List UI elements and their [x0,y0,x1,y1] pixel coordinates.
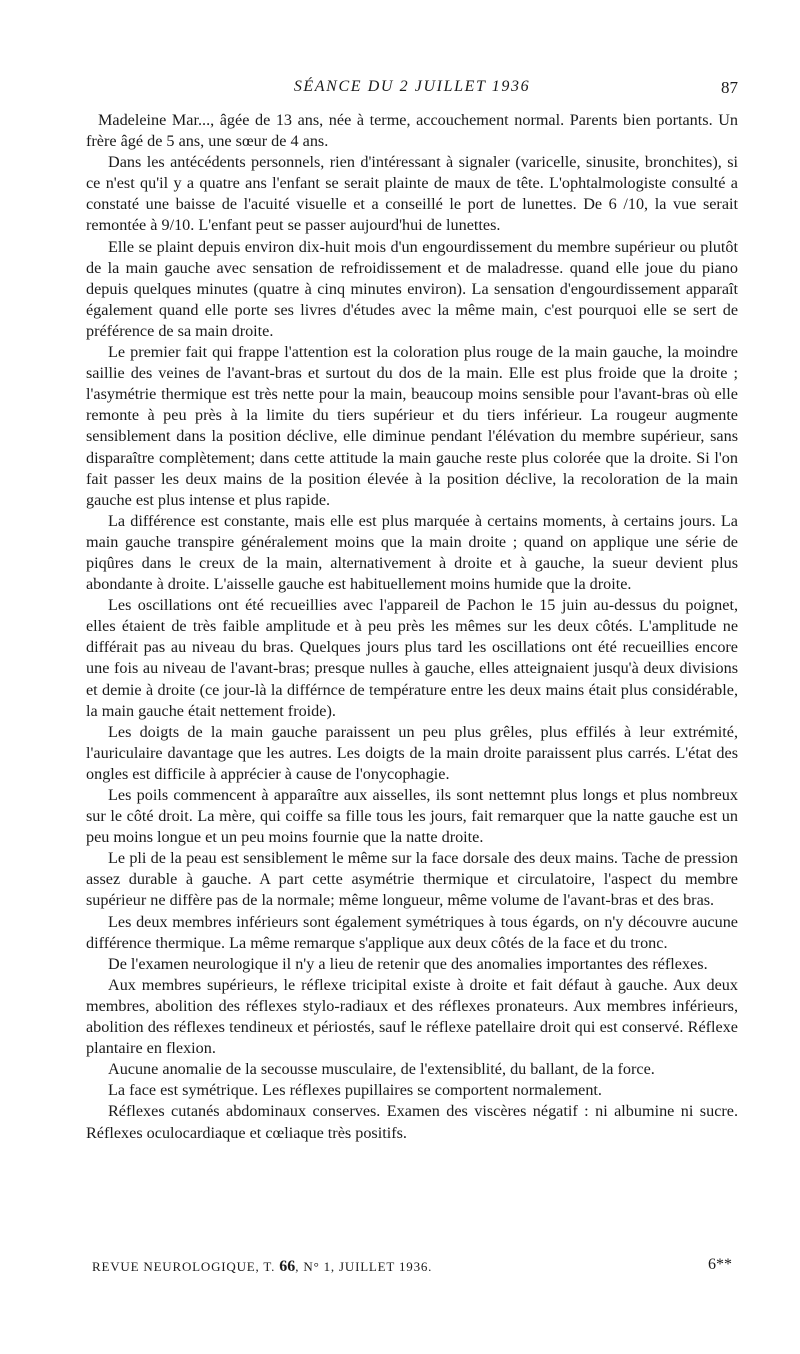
paragraph-personal-history: Dans les antécédents personnels, rien d'intéressant à signaler (varicelle, sinusite, bronchites), si ce n'est qu'il y a quatre ans l'enfant se serait plainte de maux de tête. L'ophtalmologiste consulté a constaté une baisse de l'acuité visuelle et a conseillé le port de lunettes. De 6 /10, la vue serait remontée à 9/10. L'enfant peut se passer aujourd'hui de lunettes. [86,153,738,235]
running-head [86,78,738,104]
page-number: 87 [721,78,738,97]
paragraph-coloration: Le premier fait qui frappe l'attention est la coloration plus rouge de la main gauche, la moindre saillie des veines de l'avant-bras et surtout du dos de la main. Elle est plus froide que la droite ; l'asymétrie thermique est très nette pour la main, beaucoup moins sensible pour l'avant-bras où elle remonte à peu près à la limite du tiers supérieur et du tiers inférieur. La rougeur augmente sensiblement dans la position déclive, elle diminue pendant l'élévation du membre supérieur, sans disparaître complètement; dans cette attitude la main gauche reste plus colorée que la droite. Si l'on fait passer les deux mains de la position élevée à la position déclive, la recoloration de la main gauche est plus intense et plus rapide. [86,343,738,509]
article-body [86,110,738,1144]
paragraph-complaint: Elle se plaint depuis environ dix-huit mois d'un engourdissement du membre supérieur ou plutôt de la main gauche avec sensation de refroidissement et de maladresse. quand elle joue du piano depuis quelques minutes (quatre à cinq minutes environ). La sensation d'engourdissement apparaît également quand elle porte ses livres d'études avec la même main, c'est pourquoi elle se sert de préférence de sa main droite. [86,237,738,340]
paragraph-sweating: La différence est constante, mais elle est plus marquée à certains moments, à certains jours. La main gauche transpire généralement moins que la main droite ; quand on applique une série de piqûres dans le creux de la main, alternativement à droite et à gauche, la sueur devient plus abondante à droite. L'aisselle gauche est habituellement moins humide que la droite. [86,511,738,594]
paragraph-muscle: Aucune anomalie de la secousse musculaire, de l'extensiblité, du ballant, de la force. [108,1060,655,1079]
paragraph-cutaneous: Réflexes cutanés abdominaux conserves. Examen des viscères négatif : ni albumine ni sucre. Réflexes oculocardiaque et cœliaque très positifs. [86,1102,738,1142]
paragraph-fingers: Les doigts de la main gauche paraissent un peu plus grêles, plus effilés à leur extrémité, l'auriculaire davantage que les autres. Les doigts de la main droite paraissent plus carrés. L'état des ongles est difficile à apprécier à cause de l'onycophagie. [86,722,738,783]
journal-name: REVUE NEUROLOGIQUE, T. [92,1259,276,1274]
paragraph-face: La face est symétrique. Les réflexes pupillaires se comportent normalement. [108,1081,602,1100]
page-footer [92,1258,732,1282]
paragraph-hair: Les poils commencent à apparaître aux aisselles, ils sont nettemnt plus longs et plus nombreux sur le côté droit. La mère, qui coiffe sa fille tous les jours, fait remarquer que la natte gauche est un peu moins longue et un peu moins fournie que la natte droite. [86,786,738,847]
journal-issue: , N° 1, JUILLET 1936. [295,1259,433,1274]
running-title: SÉANCE DU 2 JUILLET 1936 [293,78,531,95]
signature-mark: 6** [708,1256,732,1273]
paragraph-reflexes: Aux membres supérieurs, le réflexe tricipital existe à droite et fait défaut à gauche. Aux deux membres, abolition des réflexes stylo-radiaux et des réflexes pronateurs. Aux membres inférieurs, abolition des réflexes tendineux et périostés, sauf le réflexe patellaire droit qui est conservé. Réflexe plantaire en flexion. [86,975,738,1058]
paragraph-patient-intro: Madeleine Mar..., âgée de 13 ans, née à terme, accouchement normal. Parents bien portants. Un frère âgé de 5 ans, une sœur de 4 ans. [86,111,738,151]
paragraph-neuro-exam: De l'examen neurologique il n'y a lieu de retenir que des anomalies importantes des réflexes. [108,954,708,973]
paragraph-lower-limbs: Les deux membres inférieurs sont également symétriques à tous égards, on n'y découvre aucune différence thermique. La même remarque s'applique aux deux côtés de la face et du tronc. [86,912,738,952]
paragraph-oscillations: Les oscillations ont été recueillies avec l'appareil de Pachon le 15 juin au-dessus du poignet, elles étaient de très faible amplitude et à peu près les mêmes sur les deux côtés. L'amplitude ne différait pas au niveau du bras. Quelques jours plus tard les oscillations ont été recueillies encore une fois au niveau de l'avant-bras; presque nulles à gauche, elles atteignaient jusqu'à deux divisions et demie à droite (ce jour-là la différnce de température entre les deux mains était plus considérable, la main gauche était nettement froide). [86,596,738,720]
journal-volume: 66 [279,1258,296,1275]
paragraph-skin: Le pli de la peau est sensiblement le même sur la face dorsale des deux mains. Tache de pression assez durable à gauche. A part cette asymétrie thermique et circulatoire, l'aspect du membre supérieur ne diffère pas de la normale; même longueur, même volume de l'avant-bras et des bras. [86,849,738,910]
journal-reference [92,1258,432,1276]
